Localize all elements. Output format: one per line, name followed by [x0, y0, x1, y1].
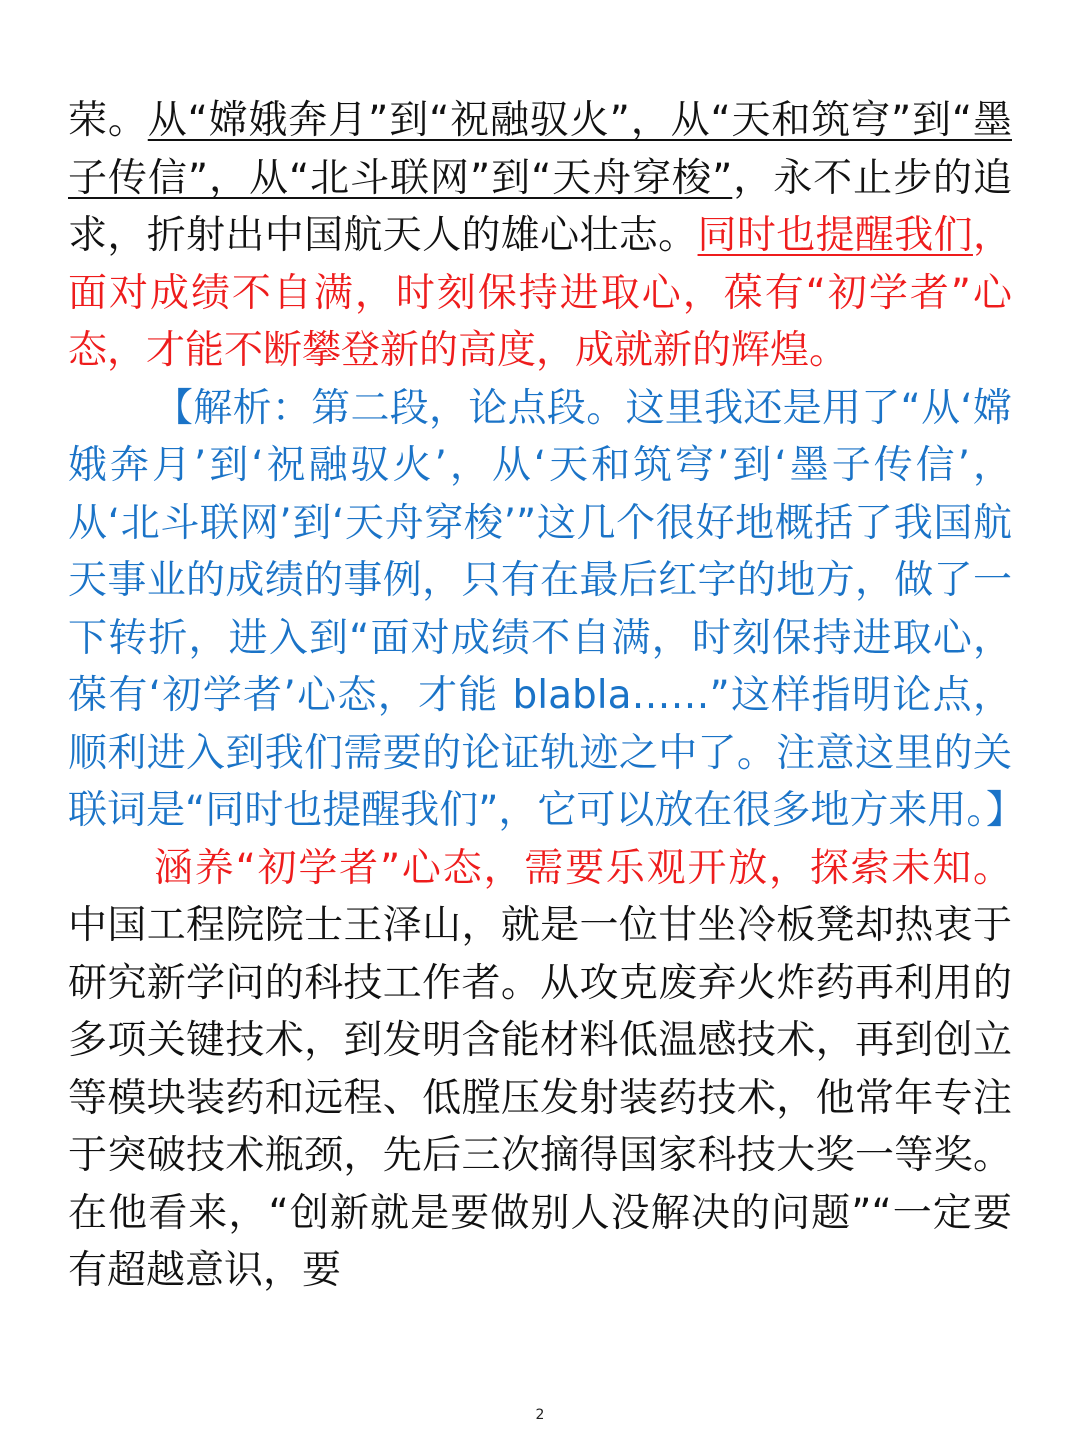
paragraph-text: 荣。 [68, 98, 148, 143]
red-thesis-text: ，面对成绩不自满，时刻保持进取心，葆有“初学者”心态，才能不断攀登新的高度，成就新的辉煌。 [68, 213, 1012, 373]
page-number: 2 [535, 1407, 545, 1423]
paragraph-example [68, 840, 1012, 1300]
analysis-paragraph [68, 380, 1025, 840]
paragraph-text: 中国工程院院士王泽山，就是一位甘坐冷板凳却热衷于研究新学问的科技工作者。从攻克废弃火炸药再利用的多项关键技术，到发明含能材料低温感技术，再到创立等模块装药和远程、低膛压发射装药技术，他常年专注于突破技术瓶颈，先后三次摘得国家科技大奖一等奖。在他看来，“创新就是要做别人没解决的问题”“一定要有超越意识，要 [68, 903, 1012, 1293]
analysis-text: 【解析：第二段，论点段。这里我还是用了“从‘嫦娥奔月’到‘祝融驭火’，从‘天和筑穹’到‘墨子传信’，从‘北斗联网’到‘天舟穿梭’”这几个很好地概括了我国航天事业的成绩的事例，只有在最后红字的地方，做了一下转折，进入到“面对成绩不自满，时刻保持进取心，葆有‘初学者’心态，才能 blabla……”这样指明论点，顺利进入到我们需要的论证轨迹之中了。注意这里的关联词是“同时也提醒我们”，它可以放在很多地方来用。】 [68, 385, 1025, 833]
paragraph-argument [68, 92, 1012, 380]
red-topic-sentence: 涵养“初学者”心态，需要乐观开放，探索未知。 [154, 845, 1012, 891]
document-page [68, 92, 1025, 1300]
underlined-examples: 从“嫦娥奔月”到“祝融驭火”，从“天和筑穹”到“墨子传信”，从“北斗联网”到“天舟穿梭” [68, 98, 1012, 201]
paragraph-text: ，永不止步的追求，折射出中国航天人的雄心壮志。 [68, 155, 1012, 258]
red-underlined-connective: 同时也提醒我们 [697, 213, 973, 258]
